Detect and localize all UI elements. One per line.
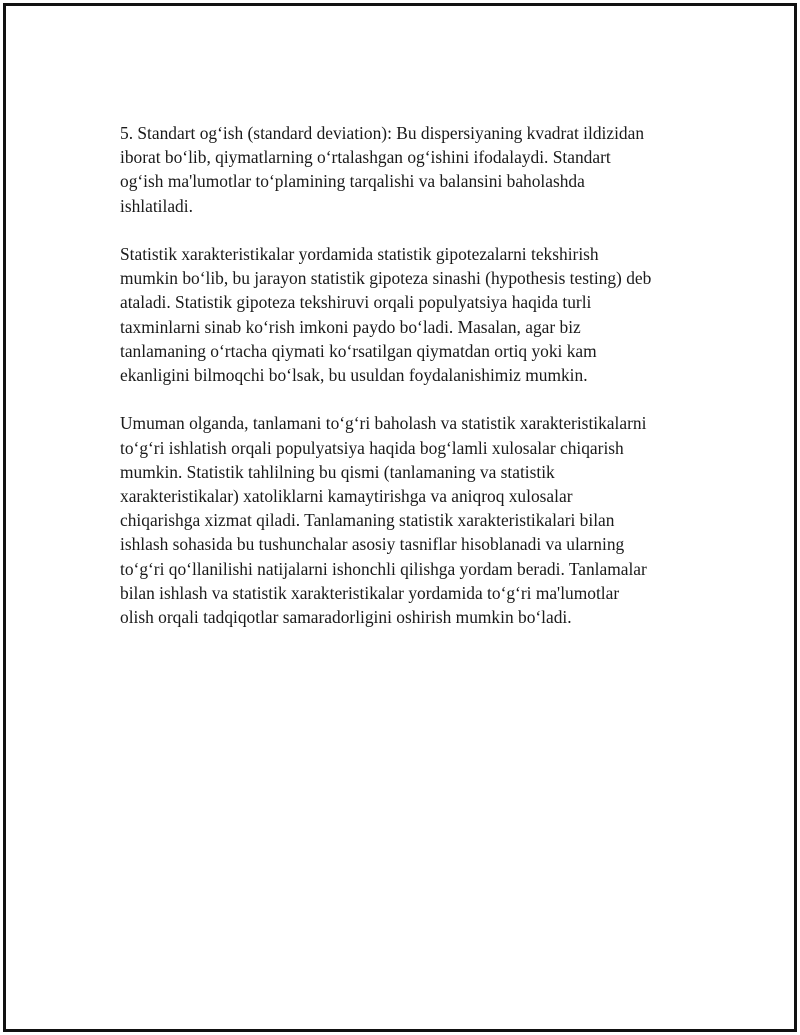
text-line: ataladi. Statistik gipoteza tekshiruvi orqali populyatsiya haqida turli [120, 292, 592, 313]
text-line: 5. Standart og‘ish (standard deviation): Bu dispersiyaning kvadrat ildizidan [120, 123, 645, 143]
text-line: mumkin bo‘lib, bu jarayon statistik gipoteza sinashi (hypothesis testing) deb [120, 268, 652, 289]
text-line: og‘ish ma'lumotlar to‘plamining tarqalishi va balansini baholashda [120, 171, 585, 192]
text-line: iborat bo‘lib, qiymatlarning o‘rtalashgan og‘ishini ifodalaydi. Standart [120, 147, 611, 168]
paragraph-hypothesis-testing [120, 242, 695, 387]
text-line: olish orqali tadqiqotlar samaradorligini oshirish mumkin bo‘ladi. [120, 607, 572, 628]
text-line: ishlatiladi. [120, 195, 193, 216]
text-line: ekanligini bilmoqchi bo‘lsak, bu usuldan foydalanishimiz mumkin. [120, 365, 588, 386]
document-page [3, 3, 797, 1032]
text-line: chiqarishga xizmat qiladi. Tanlamaning statistik xarakteristikalari bilan [120, 510, 615, 531]
paragraph-standard-deviation [120, 121, 695, 218]
text-line: mumkin. Statistik tahlilning bu qismi (tanlamaning va statistik [120, 461, 555, 482]
text-line: to‘g‘ri qo‘llanilishi natijalarni ishonchli qilishga yordam beradi. Tanlamalar [120, 558, 647, 579]
text-line: Statistik xarakteristikalar yordamida statistik gipotezalarni tekshirish [120, 244, 599, 264]
text-line: ishlash sohasida bu tushunchalar asosiy tasniflar hisoblanadi va ularning [120, 534, 625, 555]
paragraph-conclusion [120, 411, 695, 629]
text-line: to‘g‘ri ishlatish orqali populyatsiya haqida bog‘lamli xulosalar chiqarish [120, 437, 624, 458]
document-body [120, 121, 695, 653]
text-line: taxminlarni sinab ko‘rish imkoni paydo bo‘ladi. Masalan, agar biz [120, 316, 581, 337]
text-line: tanlamaning o‘rtacha qiymati ko‘rsatilgan qiymatdan ortiq yoki kam [120, 340, 597, 361]
text-line: xarakteristikalar) xatoliklarni kamaytirishga va aniqroq xulosalar [120, 486, 573, 507]
text-line: bilan ishlash va statistik xarakteristikalar yordamida to‘g‘ri ma'lumotlar [120, 582, 620, 603]
text-line: Umuman olganda, tanlamani to‘g‘ri baholash va statistik xarakteristikalarni [120, 413, 647, 434]
